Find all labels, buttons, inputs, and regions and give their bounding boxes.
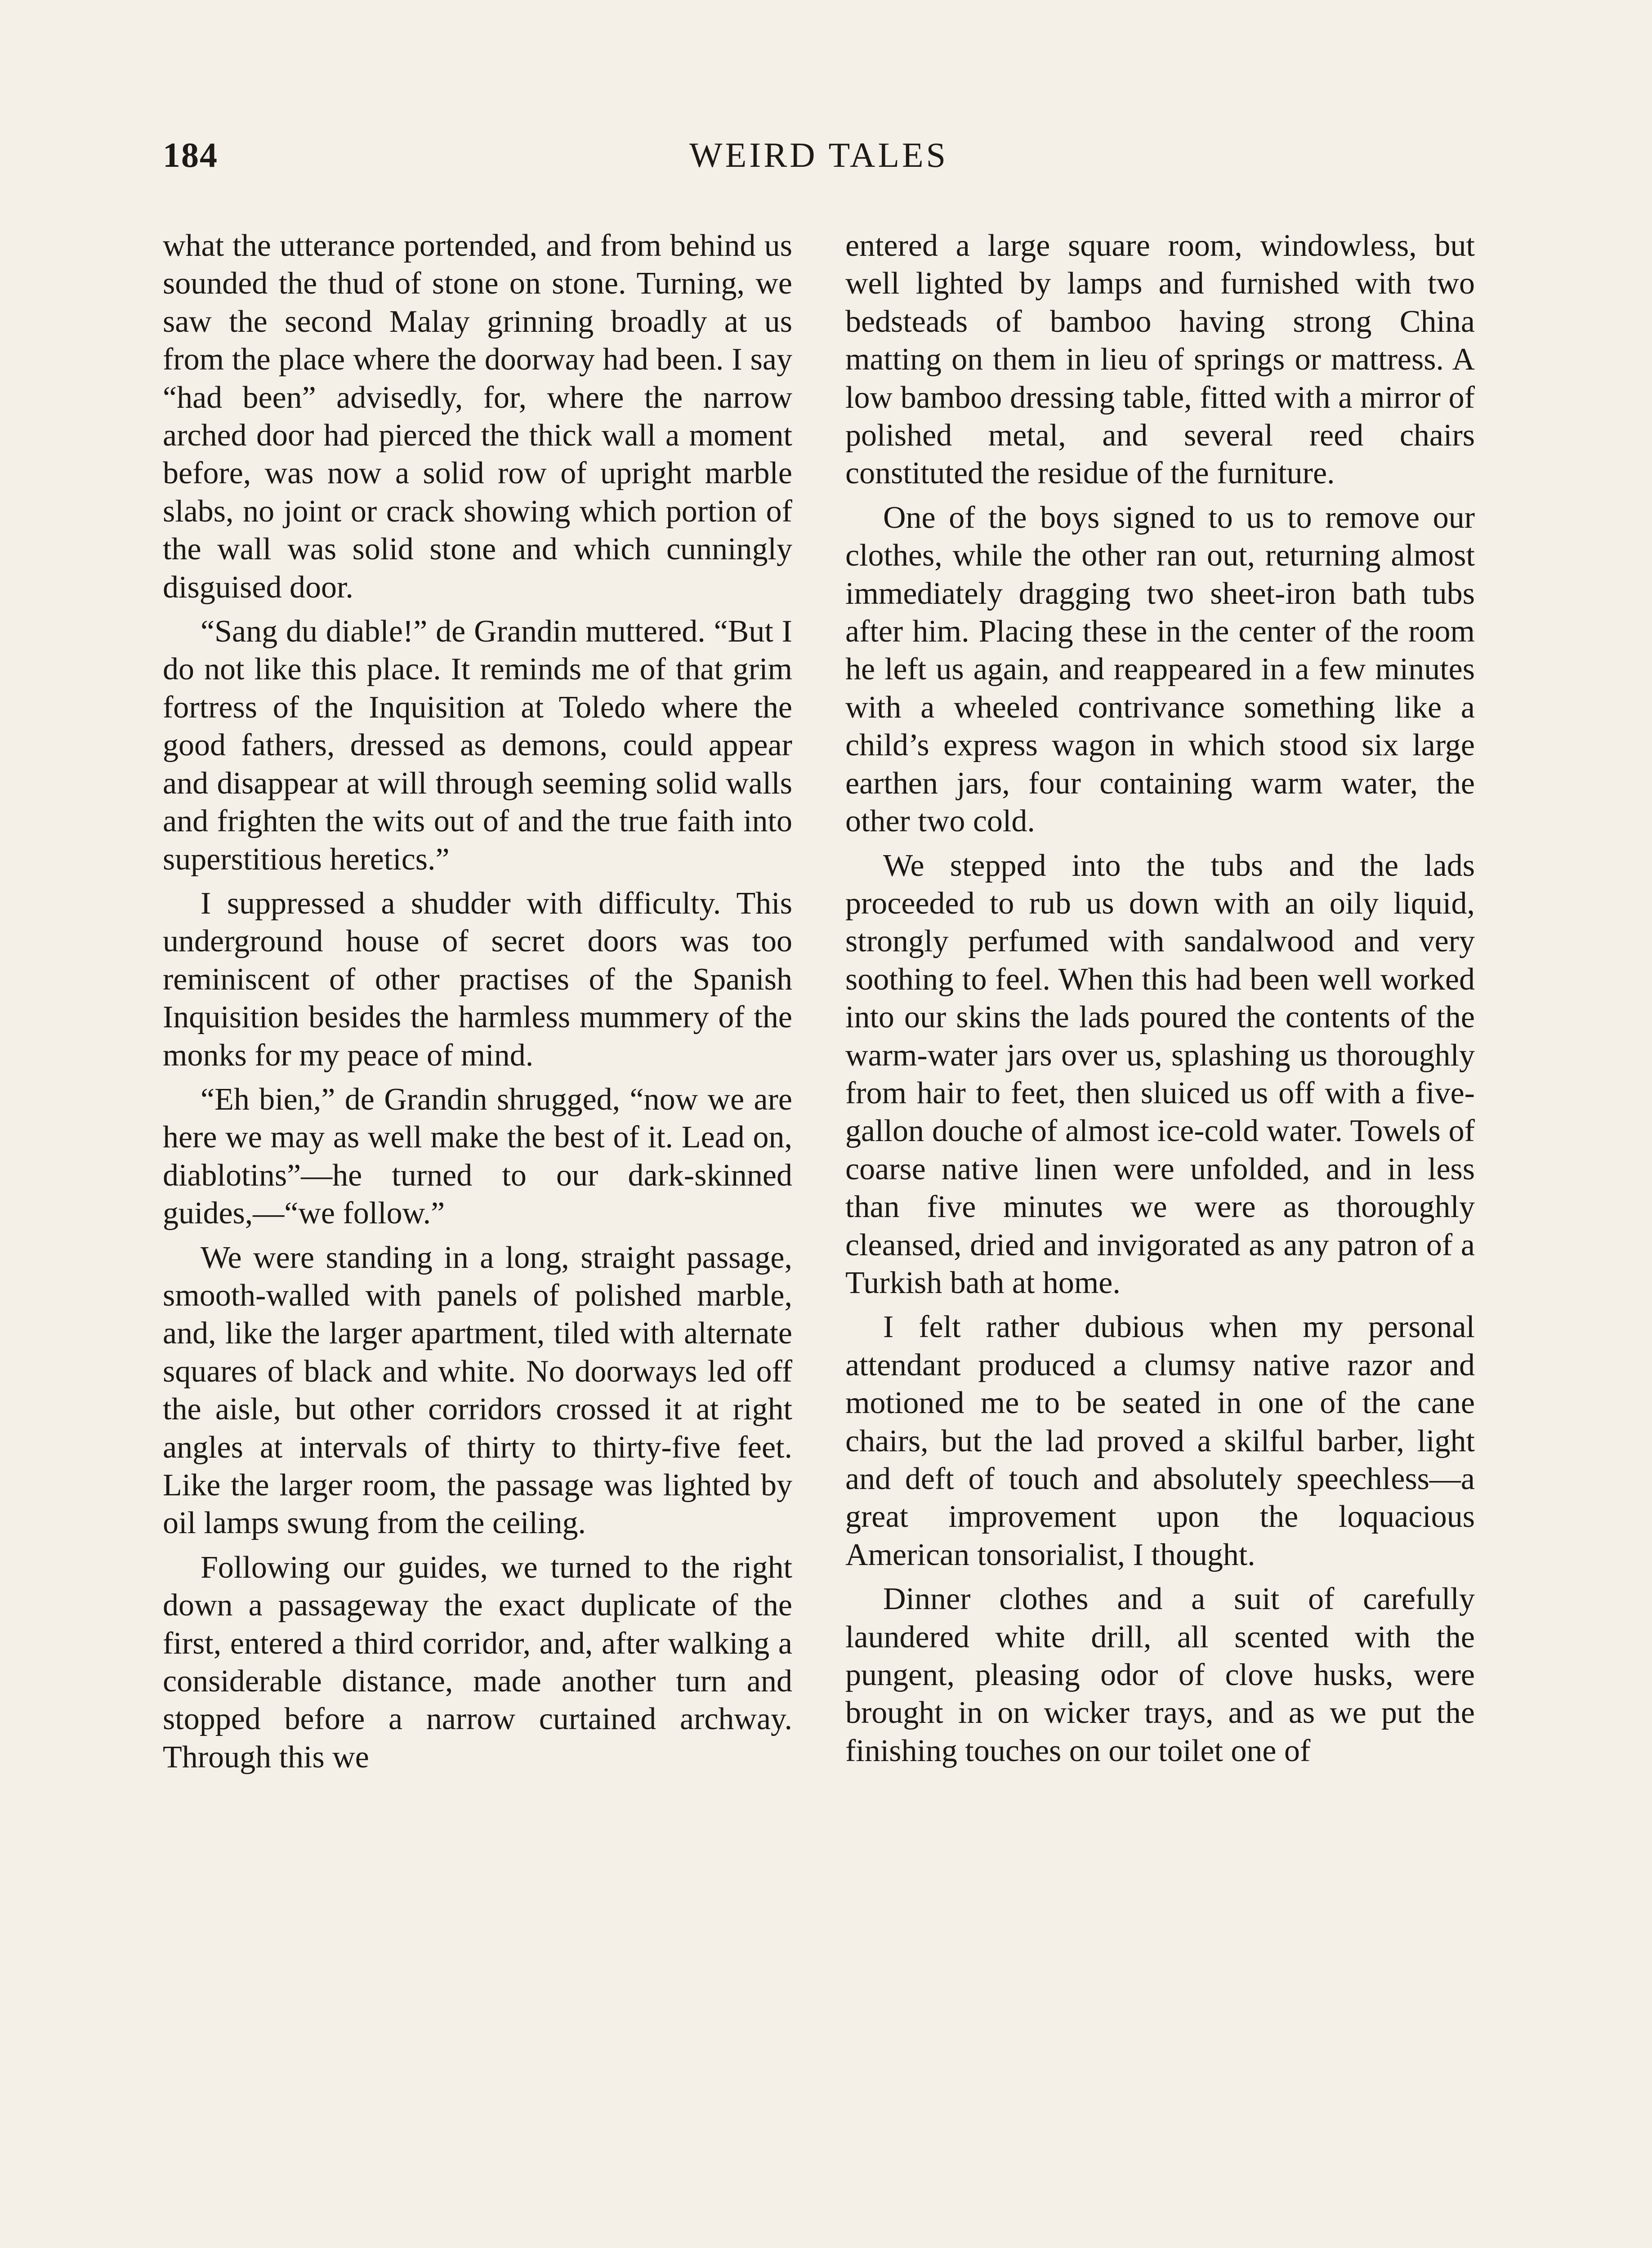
running-title: WEIRD TALES [689,135,949,174]
paragraph: We were standing in a long, straight passage, smooth-walled with panels of polished marble, and, like the larger apartment, tiled with alternate squares of black and white. No doorways led off the aisle, but other corridors crossed it at right angles at intervals of thirty to thirty-five feet. Like the larger room, the passage was lighted by oil lamps swung from the ceiling. [163,1240,792,1541]
paragraph: Following our guides, we turned to the right down a passageway the exact duplicate of the first, entered a third corridor, and, after walking a considerable distance, made another turn and stopped before a narrow curtained archway. Through this we [163,1550,792,1775]
page-number: 184 [163,135,218,174]
paragraph: Dinner clothes and a suit of carefully laundered white drill, all scented with the pungent, pleasing odor of clove husks, were brought in on wicker trays, and as we put the finishing touches on our toilet one of [845,1582,1475,1768]
paragraph: entered a large square room, windowless, but well lighted by lamps and furnished with two bedsteads of bamboo having strong China matting on them in lieu of springs or mattress. A low bamboo dressing table, fitted with a mirror of polished metal, and several reed chairs constituted the residue of the furniture. [845,228,1475,491]
paragraph: “Eh bien,” de Grandin shrugged, “now we are here we may as well make the best of it. Lead on, diablotins”—he turned to our dark-skinned guides,—“we follow.” [163,1082,792,1231]
right-text-column [845,227,1475,1770]
paragraph: I suppressed a shudder with difficulty. This underground house of secret doors was too reminiscent of other practises of the Spanish Inquisition besides the harmless mummery of the monks for my peace of mind. [163,886,792,1073]
left-text-column [163,227,792,1776]
paragraph: what the utterance portended, and from behind us sounded the thud of stone on stone. Turning, we saw the second Malay grinning broadly at us from the place where the doorway had been. I say “had been” advisedly, for, where the narrow arched door had pierced the thick wall a moment before, was now a solid row of upright marble slabs, no joint or crack showing which portion of the wall was solid stone and which cunningly disguised door. [163,228,792,605]
paragraph: I felt rather dubious when my personal attendant produced a clumsy native razor and motioned me to be seated in one of the cane chairs, but the lad proved a skilful barber, light and deft of touch and absolutely speechless—a great improvement upon the loquacious American tonsorialist, I thought. [845,1310,1475,1572]
paragraph: We stepped into the tubs and the lads proceeded to rub us down with an oily liquid, strongly perfumed with sandalwood and very soothing to feel. When this had been well worked into our skins the lads poured the contents of the warm-water jars over us, splashing us thoroughly from hair to feet, then sluiced us off with a five-gallon douche of almost ice-cold water. Towels of coarse native linen were unfolded, and in less than five minutes we were as thoroughly cleansed, dried and invigorated as any patron of a Turkish bath at home. [845,848,1475,1300]
paragraph: “Sang du diable!” de Grandin muttered. “But I do not like this place. It reminds me of that grim fortress of the Inquisition at Toledo where the good fathers, dressed as demons, could appear and disappear at will through seeming solid walls and frighten the wits out of and the true faith into superstitious heretics.” [163,614,792,877]
paragraph: One of the boys signed to us to remove our clothes, while the other ran out, returning almost immediately dragging two sheet-iron bath tubs after him. Placing these in the center of the room he left us again, and reappeared in a few minutes with a wheeled contrivance something like a child’s express wagon in which stood six large earthen jars, four containing warm water, the other two cold. [845,500,1475,839]
page-header [163,135,1475,189]
